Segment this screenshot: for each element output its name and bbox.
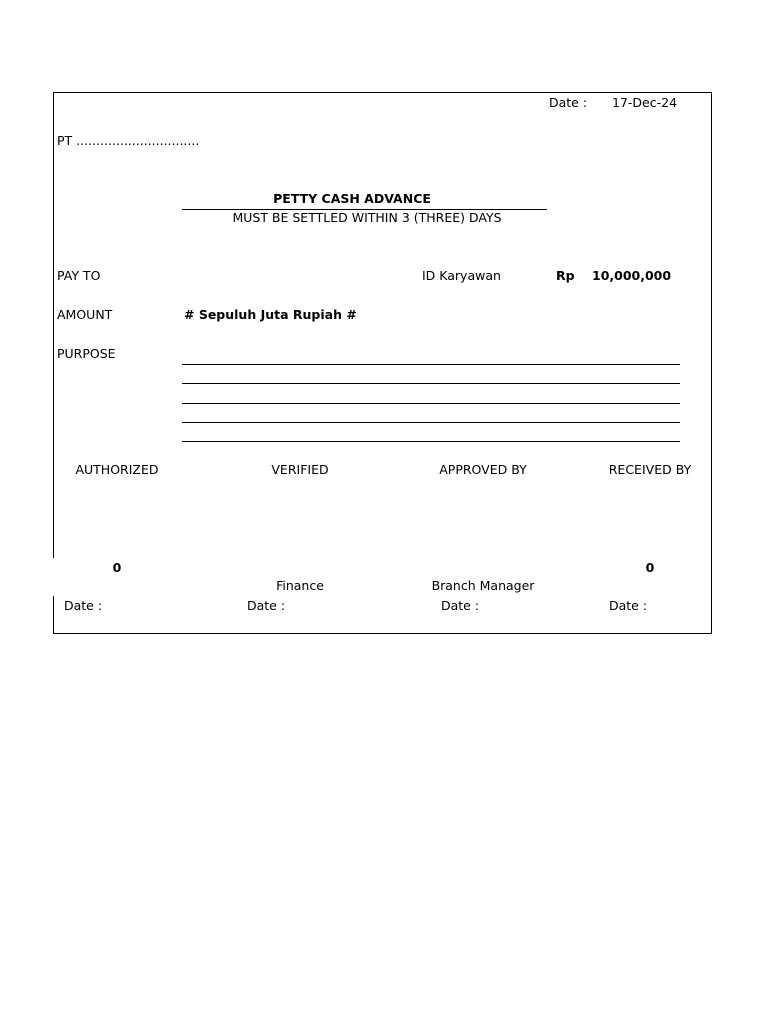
employee-id-label: ID Karyawan bbox=[422, 268, 501, 283]
currency-label: Rp bbox=[556, 268, 575, 283]
received-signer: 0 bbox=[645, 560, 655, 575]
purpose-label: PURPOSE bbox=[57, 346, 116, 361]
authorized-signer: 0 bbox=[112, 560, 122, 575]
form-subtitle: MUST BE SETTLED WITHIN 3 (THREE) DAYS bbox=[232, 210, 502, 225]
authorized-label: AUTHORIZED bbox=[75, 462, 159, 477]
approved-by-label: APPROVED BY bbox=[439, 462, 527, 477]
amount-number: 10,000,000 bbox=[592, 268, 672, 283]
approved-date-label: Date : bbox=[441, 598, 480, 613]
form-title: PETTY CASH ADVANCE bbox=[273, 191, 431, 206]
purpose-line[interactable] bbox=[182, 383, 680, 384]
received-by-label: RECEIVED BY bbox=[608, 462, 692, 477]
petty-cash-form bbox=[53, 92, 712, 634]
pay-to-label: PAY TO bbox=[57, 268, 101, 283]
company-name: PT ............................... bbox=[57, 133, 200, 148]
date-value: 17-Dec-24 bbox=[612, 95, 678, 110]
amount-in-words: # Sepuluh Juta Rupiah # bbox=[184, 307, 357, 322]
verified-date-label: Date : bbox=[247, 598, 286, 613]
purpose-line[interactable] bbox=[182, 403, 680, 404]
verified-role: Finance bbox=[276, 578, 324, 593]
border-gap bbox=[51, 558, 56, 596]
received-date-label: Date : bbox=[609, 598, 648, 613]
purpose-line[interactable] bbox=[182, 422, 680, 423]
authorized-date-label: Date : bbox=[64, 598, 103, 613]
approved-role: Branch Manager bbox=[431, 578, 535, 593]
verified-label: VERIFIED bbox=[271, 462, 329, 477]
amount-label: AMOUNT bbox=[57, 307, 113, 322]
purpose-line[interactable] bbox=[182, 364, 680, 365]
date-label: Date : bbox=[549, 95, 588, 110]
purpose-line[interactable] bbox=[182, 441, 680, 442]
